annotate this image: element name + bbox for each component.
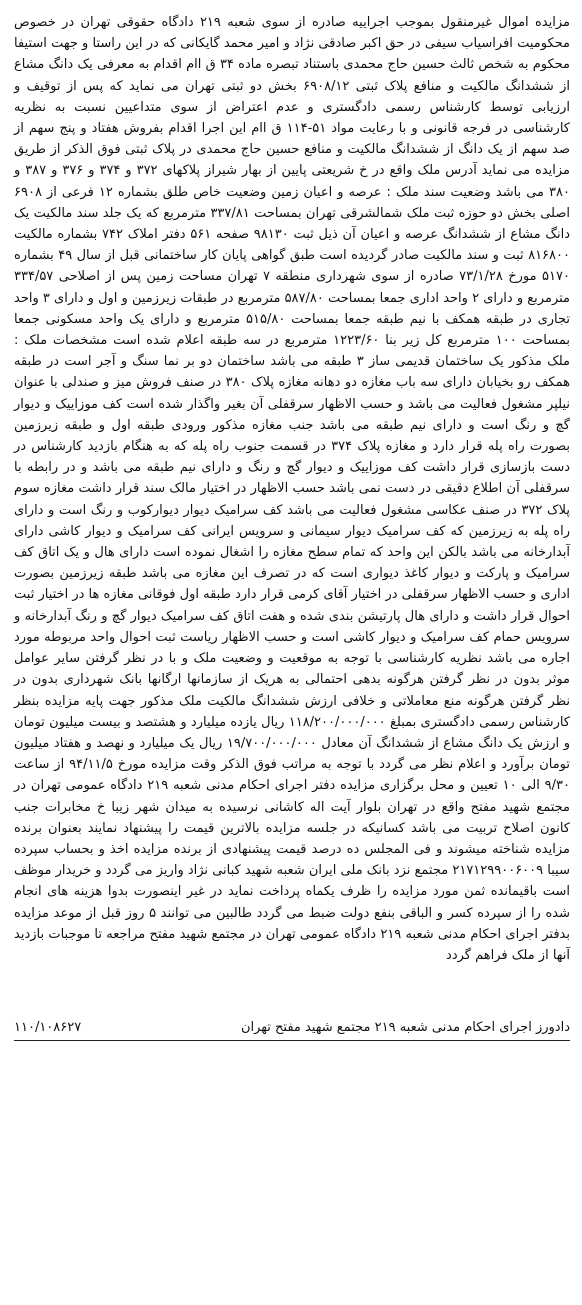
reference-number: ۱۱۰/۱۰۸۶۲۷ bbox=[14, 1019, 82, 1035]
notice-body: مزایده اموال غیرمنقول بموجب اجراییه صادره از سوی شعبه ۲۱۹ دادگاه حقوقی تهران در خصوص محکومیت افراسیاب سیفی در حق اکبر صادقی نژاد و امیر محمد گایکانی که در این راستا و جهت استیفا محکوم به شخص ثالث حسین حاج محمدی باستناد تبصره ماده ۳۴ ق اام اقدام به معرفی یک دانگ مشاع از ششدانگ مالکیت و منافع پلاک ثبتی ۶۹۰۸/۱۲ بخش دو ثبتی تهران می نماید که پس از توقیف و ارزیابی توسط کارشناس رسمی دادگستری و عدم اعتراض از سوی متداعیین نسبت به نظریه کارشناسی در فرجه قانونی و با رعایت مواد ۵۱-۱۱۴ ق اام این اجرا اقدام بفروش هفتاد و پنج سهم از صد سهم از یک دانگ از ششدانگ مالکیت و منافع حسین حاج محمدی در پلاک ثبتی فوق الذکر از طریق مزایده می نماید آدرس ملک واقع در خ شریعتی پایین از بهار شیراز پلاکهای ۳۷۲ و ۳۷۴ و ۳۷۶ و ۳۸۷ و ۳۸۰ می باشد وضعیت سند ملک : عرصه و اعیان زمین وضعیت خاص طلق بشماره ۱۲ فرعی از ۶۹۰۸ اصلی بخش دو حوزه ثبت ملک شمالشرقی تهران بمساحت ۳۳۷/۸۱ مترمربع که یک جلد سند مالکیت یک دانگ مشاع از ششدانگ عرصه و اعیان آن ذیل ثبت ۹۸۱۳۰ صفحه ۵۶۱ دفتر املاک ۷۴۲ بشماره مالکیت ۸۱۶۸۰۰ ثبت و سند مالکیت صادر گردیده است طبق گواهی پایان کار ساختمانی قبل از سال ۴۹ بشماره ۵۱۷۰ مورخ ۷۳/۱/۲۸ صادره از سوی شهرداری منطقه ۷ تهران مساحت زمین پس از اصلاحی ۳۳۴/۵۷ مترمربع و دارای ۲ واحد اداری جمعا بمساحت ۵۸۷/۸۰ مترمربع در طبقات زیرزمین و اول و دارای ۳ واحد تجاری در طبقه همکف با نیم طبقه جمعا بمساحت ۵۱۵/۸۰ مترمربع و دارای یک واحد مسکونی جمعا بمساحت ۱۰۰ مترمربع کل زیر بنا ۱۲۲۳/۶۰ مترمربع در سه طبقه اعلام شده است مشخصات ملک : ملک مذکور یک ساختمان قدیمی ساز ۳ طبقه می باشد ساختمان دو بر نما سنگ و آجر است در طبقه همکف رو بخیابان دارای سه باب مغازه دو دهانه مغازه پلاک ۳۸۰ در صنف فروش میز و صندلی با عنوان نیلپر مشغول فعالیت می باشد و حسب الاظهار سرقفلی آن بغیر واگذار شده است کف موزاییک و دیوار گچ و رنگ است و دارای نیم طبقه می باشد جنب مغازه مذکور ورودی طبقه اول و طبقه زیرزمین بصورت راه پله قرار دارد و مغازه پلاک ۳۷۴ در قسمت جنوب راه پله که به هنگام بازدید کارشناس در دست بازسازی قرار داشت کف موزاییک و دیوار گچ و رنگ و دارای نیم طبقه می باشد و در رابطه با سرقفلی آن اطلاع دقیقی در دست نمی باشد حسب الاظهار در اختیار مالک سند قرار داشت مغازه سوم پلاک ۳۷۲ در صنف عکاسی مشغول فعالیت می باشد کف سرامیک دیوار دیوارکوب و رنگ است و دارای راه پله به زیرزمین که کف سرامیک دیوار سیمانی و سرویس ایرانی کف سرامیک و دیوار کاشی دارای آبدارخانه می باشد بالکن این واحد که تمام سطح مغازه را اشغال نموده است دارای هال و یک اتاق کف سرامیک و پارکت و دیوار کاغذ دیواری است که در تصرف این مغازه می باشد طبقه زیرزمین بصورت اداری و حسب الاظهار سرقفلی در اختیار آقای کرمی قرار دارد طبقه اول فوقانی مغازه ها در اختیار ثبت احوال قرار داشت و دارای هال پارتیشن بندی شده و هفت اتاق کف سرامیک دیوار گچ و رنگ آبدارخانه و سرویس حمام کف سرامیک و دیوار کاشی است و حسب الاظهار ریاست ثبت احوال واحد مربوطه مورد اجاره می باشد نظریه کارشناسی با توجه به موقعیت و وضعیت ملک و با در نظر گرفتن سایر عوامل موثر بدون در نظر گرفتن هرگونه بدهی احتمالی به هریک از سازمانها ارگانها بانک شهرداری بدون در نظر گرفتن هرگونه منع معاملاتی و خلافی ارزش ششدانگ مالکیت ملک مذکور جهت پایه مزایده بنظر کارشناس رسمی دادگستری بمبلغ ۱۱۸/۲۰۰/۰۰۰/۰۰۰ ریال یازده میلیارد و هشتصد و بیست میلیون تومان و ارزش یک دانگ مشاع از ششدانگ آن معادل ۱۹/۷۰۰/۰۰۰/۰۰۰ ریال یک میلیارد و نهصد و هفتاد میلیون تومان برآورد و اعلام نظر می گردد با توجه به مراتب فوق الذکر وقت مزایده مورخ ۹۴/۱۱/۵ از ساعت ۹/۳۰ الی ۱۰ تعیین و محل برگزاری مزایده دفتر اجرای احکام مدنی شعبه ۲۱۹ دادگاه عمومی تهران در مجتمع شهید مفتح واقع در تهران بلوار آیت اله کاشانی نرسیده به میدان شهر زیبا خ مخابرات جنب کانون اصلاح تربیت می باشد کسانیکه در جلسه مزایده بالاترین قیمت را پیشنهاد نمایند بعنوان برنده مزایده شناخته میشوند و فی المجلس ده درصد قیمت پیشنهادی از برنده مزایده اخذ و بحساب سپرده سیبا ۲۱۷۱۲۹۹۰۰۶۰۰۹ مجتمع نزد بانک ملی ایران شعبه شهید کبانی نژاد واریز می گردد و خریدار موظف است باقیمانده ثمن مورد مزایده را ظرف یکماه پرداخت نماید در غیر اینصورت بدوا هزینه های انجام شده را از سپرده کسر و الباقی بنفع دولت ضبط می گردد طالبین می توانند ۵ روز قبل از موعد مزایده بدفتر اجرای احکام مدنی شعبه ۲۱۹ دادگاه عمومی تهران در مجتمع شهید مفتح مراجعه تا موجبات بازدید آنها از ملک فراهم گردد bbox=[14, 15, 571, 963]
signature-line: دادورز اجرای احکام مدنی شعبه ۲۱۹ مجتمع شهید مفتح تهران bbox=[240, 1019, 570, 1035]
bottom-divider bbox=[14, 1040, 570, 1041]
signature-row bbox=[14, 1016, 570, 1038]
auction-notice bbox=[14, 12, 570, 1012]
